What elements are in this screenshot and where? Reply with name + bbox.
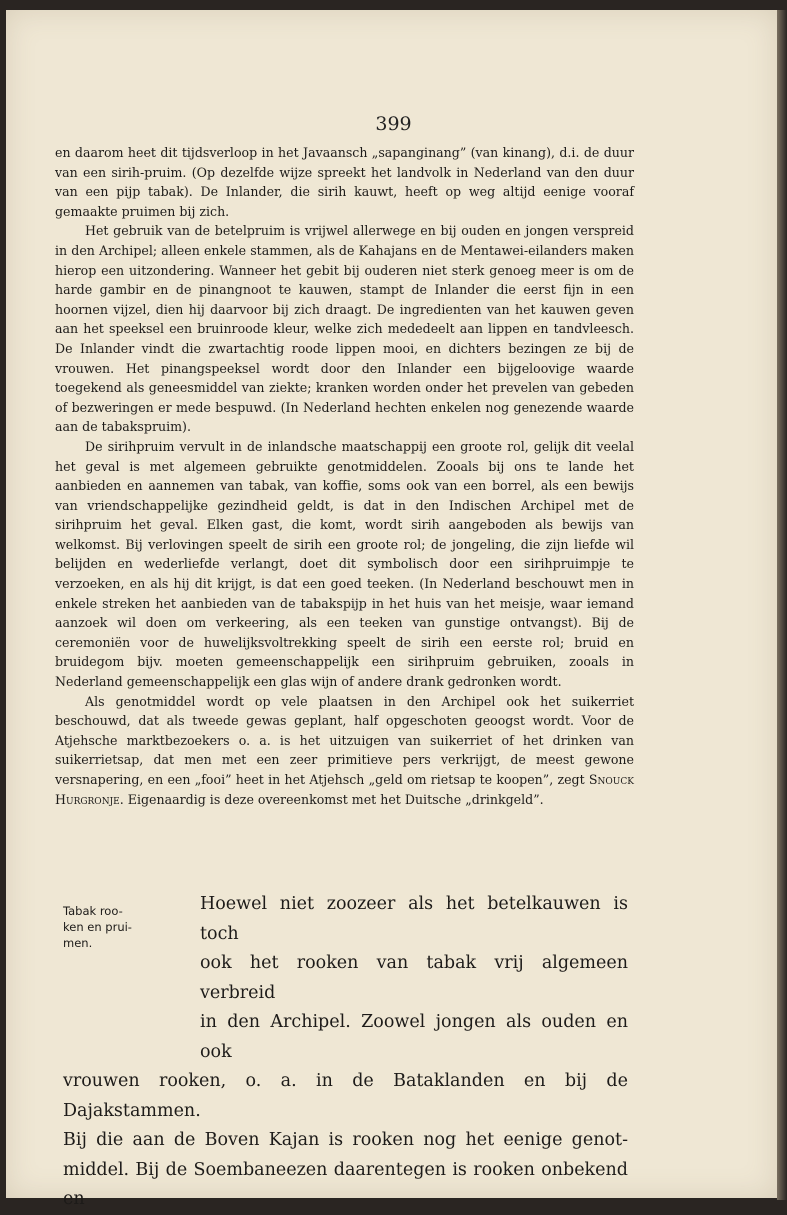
paragraph-3: De sirihpruim vervult in de inlandsche maatschappij een groote rol, gelijk dit veelal het geval is met algemeen gebruikte genotmiddelen. Zooals bij ons te lande het aanbieden en aannemen van tabak, van koffie, soms ook van een borrel, als een bewijs van vriendschappelijke gezindheid geldt, is dat in den Indischen Archipel met de sirihpruim het geval. Elken gast, die komt, wordt sirih aangeboden als bewijs van welkomst. Bij verlovingen speelt de sirih een groote rol; de jongeling, die zijn liefde wil belijden en wederliefde verlangt, doet dit symbolisch door een sirihpruimpje te verzoeken, en als hij dit krijgt, is dat een goed teeken. (In Nederland beschouwt men in enkele streken het aanbieden van de tabakspijp in het huis van het meisje, waar iemand aanzoek wil doen om verkeering, als een teeken van gunstige ontvangst). Bij de ceremoniën voor de huwelijksvoltrekking speelt de sirih een eerste rol; bruid en bruidegom bijv. moeten gemeenschappelijk een sirihpruim gebruiken, zooals in Nederland gemeenschappelijk een glas wijn of andere drank gedronken wordt. (55, 438, 634, 690)
paragraph-4 (55, 692, 634, 810)
page-number: 399 (375, 113, 412, 135)
small-print-body (55, 143, 634, 809)
margin-note-line: Tabak roo- (63, 904, 123, 918)
page-edge (777, 10, 787, 1200)
author-name: Snouck Hurgronje (55, 772, 634, 807)
paragraph-1: en daarom heet dit tijdsverloop in het Javaansch „sapanginang” (van kinang), d.i. de duur van een sirih-pruim. (Op dezelfde wijze spreekt het landvolk in Nederland van den duur van een pijp tabak). De Inlander, die sirih kauwt, heeft op weg altijd eenige vooraf gemaakte pruimen bij zich. (55, 145, 634, 219)
large-line-2: ook het rooken van tabak vrij algemeen verbreid (200, 953, 628, 1003)
large-print-body (63, 890, 628, 1215)
paragraph-4-part-a: Als genotmiddel wordt op vele plaatsen in den Archipel ook het suikerriet beschouwd, dat als tweede gewas geplant, half opgeschoten geoogst wordt. Voor de Atjehsche marktbezoekers o. a. is het uitzuigen van suikerriet of het drinken van suikerrietsap, dat men met een zeer primitieve pers verkrijgt, de meest gewone versnapering, en een „fooi” heet in het Atjehsch „geld om rietsap te koopen”, zegt (55, 693, 634, 787)
large-line-6: middel. Bij de Soembaneezen daarentegen is rooken onbekend en (63, 1159, 628, 1209)
paragraph-4-part-b: . Eigenaardig is deze overeenkomst met het Duitsche „drinkgeld”. (119, 791, 544, 807)
large-line-3: in den Archipel. Zoowel jongen als ouden en ook (200, 1012, 628, 1062)
large-line-5: Bij die aan de Boven Kajan is rooken nog het eenige genot- (63, 1130, 628, 1150)
paragraph-2: Het gebruik van de betelpruim is vrijwel allerwege en bij ouden en jongen verspreid in den Archipel; alleen enkele stammen, als de Kahajans en de Mentawei-eilanders maken hierop een uitzondering. Wanneer het gebit bij ouderen niet sterk genoeg meer is om de harde gambir en de pinangnoot te kauwen, stampt de Inlander die eerst fijn in een hoornen vijzel, dien hij daarvoor bij zich draagt. De ingredienten van het kauwen geven aan het speeksel een bruinroode kleur, welke zich mededeelt aan lippen en tandvleesch. De Inlander vindt die zwartachtig roode lippen mooi, en dichters bezingen ze bij de vrouwen. Het pinangspeeksel wordt door den Inlander een bijgeloovige waarde toegekend als geneesmiddel van ziekte; kranken worden onder het prevelen van gebeden of bezweringen er mede bespuwd. (In Nederland hechten enkelen nog genezende waarde aan de tabakspruim). (55, 223, 634, 435)
large-line-4: vrouwen rooken, o. a. in de Bataklanden en bij de Dajakstammen. (63, 1071, 628, 1121)
large-line-1: Hoewel niet zoozeer als het betelkauwen is toch (200, 894, 628, 944)
margin-note-line: men. (63, 936, 93, 950)
margin-note-line: ken en prui- (63, 920, 132, 934)
